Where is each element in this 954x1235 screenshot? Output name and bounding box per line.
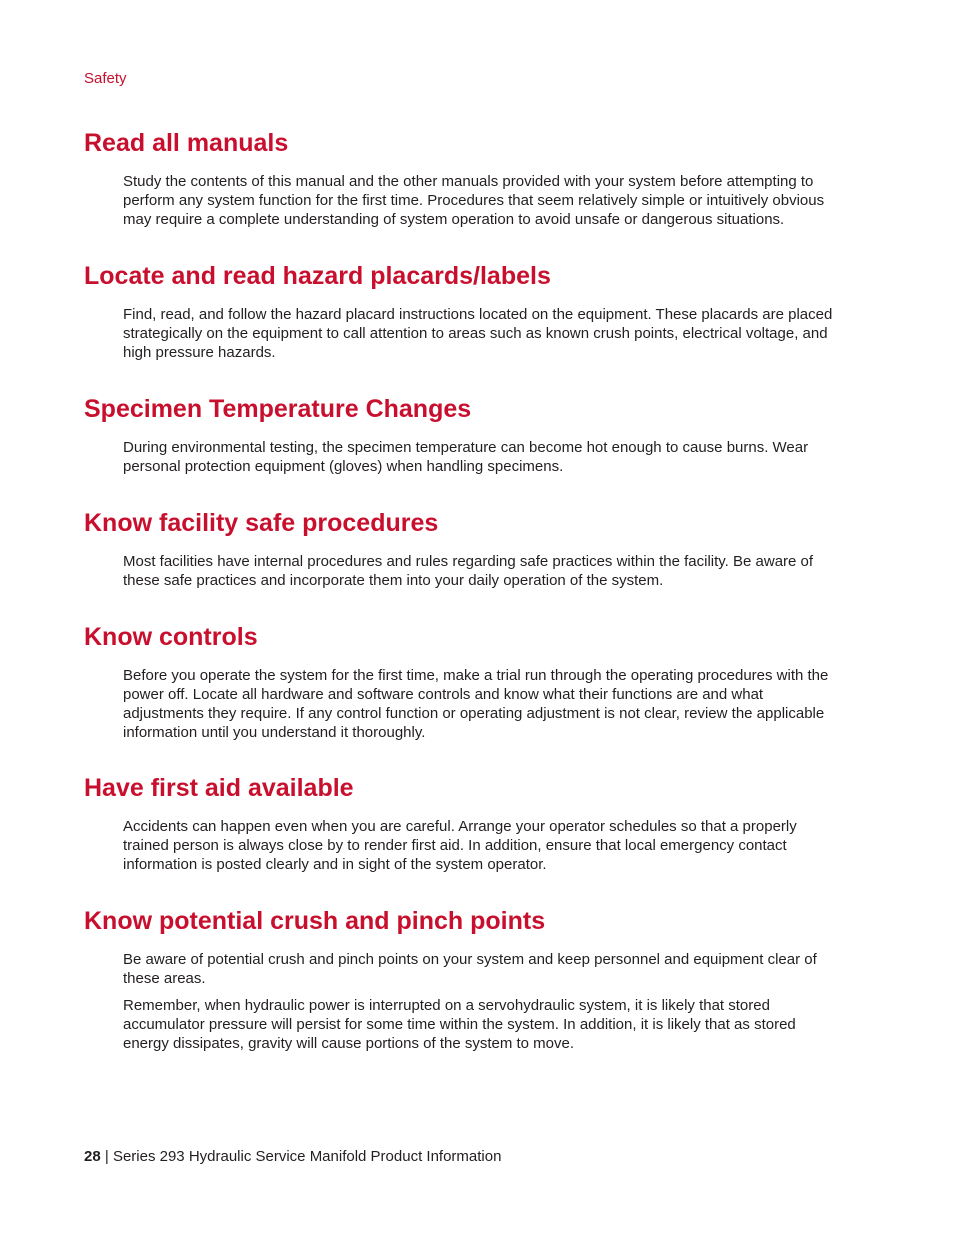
paragraph: During environmental testing, the specimen temperature can become hot enough to cause burns. Wear personal protection equipment (gloves) when handling specimens. <box>123 439 809 475</box>
section-first-aid <box>84 773 864 882</box>
section-heading: Know potential crush and pinch points <box>84 907 546 935</box>
section-heading: Have first aid available <box>84 774 354 802</box>
section-crush-pinch-points <box>84 906 864 1061</box>
section-heading: Read all manuals <box>84 129 289 157</box>
section-heading: Locate and read hazard placards/labels <box>84 262 551 290</box>
section-body <box>123 950 845 1053</box>
section-read-all-manuals <box>84 128 864 237</box>
paragraph: Find, read, and follow the hazard placard instructions located on the equipment. These placards are placed strategically on the equipment to call attention to areas such as known crush points, electrical voltage, and high pressure hazards. <box>123 306 833 361</box>
page-footer <box>84 1148 501 1165</box>
paragraph: Before you operate the system for the first time, make a trial run through the operating procedures with the power off. Locate all hardware and software controls and know what their functions are and what adjustments they require. If any control function or operating adjustment is not clear, review the applicable information until you understand it thoroughly. <box>123 667 829 741</box>
section-body <box>123 438 845 476</box>
section-heading: Specimen Temperature Changes <box>84 395 472 423</box>
paragraph: Be aware of potential crush and pinch points on your system and keep personnel and equipment clear of these areas. <box>123 951 817 987</box>
section-body <box>123 305 845 362</box>
document-title: Series 293 Hydraulic Service Manifold Product Information <box>112 1148 502 1165</box>
paragraph: Most facilities have internal procedures and rules regarding safe practices within the facility. Be aware of these safe practices and incorporate them into your daily operation of the system. <box>123 553 814 589</box>
section-know-controls <box>84 622 864 750</box>
footer-separator: | <box>104 1148 109 1165</box>
paragraph: Accidents can happen even when you are careful. Arrange your operator schedules so that a properly trained person is always close by to render first aid. In addition, ensure that local emergency contact information is posted clearly and in sight of the system operator. <box>123 818 797 873</box>
section-heading: Know controls <box>84 623 258 651</box>
page-number: 28 <box>84 1148 101 1165</box>
section-heading: Know facility safe procedures <box>84 509 439 537</box>
section-body <box>123 172 845 229</box>
paragraph: Study the contents of this manual and the other manuals provided with your system before attempting to perform any system function for the first time. Procedures that seem relatively simple or intuitively obvious may require a complete understanding of system operation to avoid unsafe or dangerous situations. <box>123 173 825 228</box>
section-body <box>123 817 845 874</box>
paragraph: Remember, when hydraulic power is interrupted on a servohydraulic system, it is likely that stored accumulator pressure will persist for some time within the system. In addition, it is likely that as stored energy dissipates, gravity will cause portions of the system to move. <box>123 997 796 1052</box>
section-hazard-placards <box>84 261 864 370</box>
section-body <box>123 666 845 742</box>
running-head: Safety <box>84 70 127 87</box>
section-facility-procedures <box>84 508 864 598</box>
section-body <box>123 552 845 590</box>
section-specimen-temperature <box>84 394 864 484</box>
